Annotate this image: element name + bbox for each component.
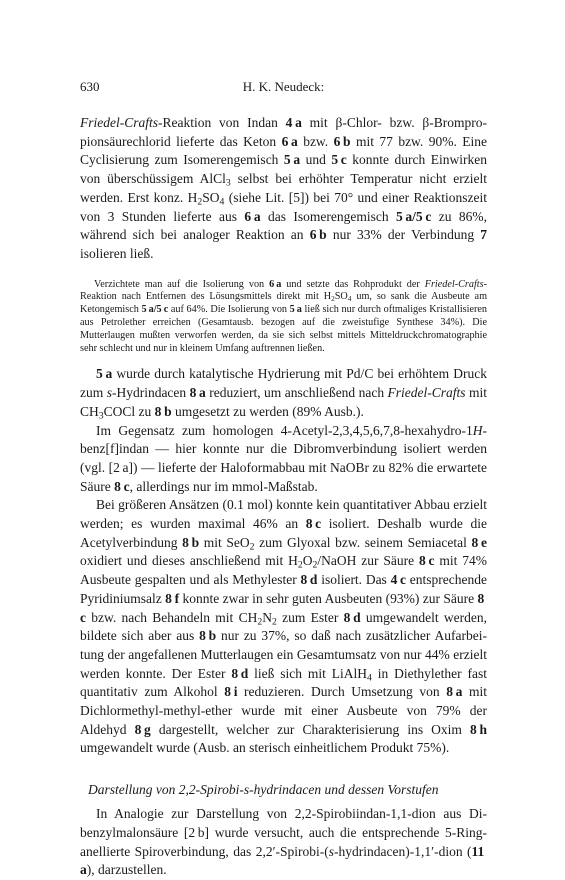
compound-label: 8 c [419,553,435,569]
text-run: mit β-Chlor- bzw. β-Brompropionsäurechlorid lieferte das Keton [80,115,487,149]
italic-text: Friedel-Crafts [387,385,466,401]
subscript: 2 [297,559,303,571]
text-run: umgewandelt wurde (Ausb. an sterisch einheitlichem Produkt 75%). [80,740,450,756]
text-run: auf 64%. Die Isolierung von [168,304,290,316]
text-run: umgesetzt zu werden (89% Ausb.). [171,403,364,419]
text-run: isolieren ließ. [80,245,154,261]
compound-label: 8 c [80,590,487,625]
document-page [80,79,487,880]
compound-label: 6 b [333,133,351,149]
subscript: 4 [367,672,372,684]
subscript: 2 [249,541,255,553]
compound-label: 5 a [96,366,113,382]
text-run: N [262,609,272,625]
text-run: konnte zwar in sehr guten Ausbeuten (93%) zur Säure [179,590,478,606]
italic-text: H [472,422,483,438]
text-run: entsprechende Pyridiniumsalz [80,572,487,606]
text-run: bzw. [297,133,334,149]
running-head: H. K. Neudeck: [242,79,325,94]
text-run: und setzte das Rohprodukt der [281,278,425,290]
subscript: 3 [98,410,104,422]
compound-label: 5 a/5 c [141,304,169,316]
compound-label: 8 b [199,628,217,644]
text-run: oxidiert und dieses anschließend mit H [80,553,298,569]
text-run: -Hydrindacen [111,385,190,401]
subscript: 2 [197,196,203,208]
text-run: mit 77 bzw. 90%. Eine Cyclisierung zum Isomerengemisch [80,133,487,168]
compound-label: 7 [480,227,488,243]
text-run: ließ sich nur durch oftmaliges Kristallisieren aus Petrolether erreichen (Gesamtausb. bezogen auf die zweistufige Synthese 34%). Die Mutterlaugen mußten verworfen werden, da sie sich selbst mittels Mitteldruckchromatographie sehr schlecht und nur in kleinem Umfang auftrennen ließen. [80,304,487,354]
text-run: isoliert. Das [317,572,391,588]
text-run: O [302,553,313,569]
paragraph-hydrogenation [80,365,487,421]
text-run: zu 86%, während sich bei analoger Reaktion an [80,208,488,243]
text-run: reduzieren. Durch Umsetzung von [237,684,447,700]
subscript: 2 [257,615,263,627]
text-run: (siehe Lit. [5]) bei 70° und einer Reaktionszeit von 3 Stunden lieferte aus [80,189,487,224]
compound-label: 8 d [300,572,318,588]
text-run: /NaOH zur Säure [317,553,420,569]
compound-label: 8 d [343,609,361,625]
text-run: zum Ester [276,609,344,625]
compound-label: 6 a [269,278,282,290]
text-run: dargestellt, welcher zur Charakterisierung ins Oxim [150,721,471,737]
text-run: das Isomerengemisch [260,208,396,224]
text-run: In Analogie zur Darstellung von 2,2-Spirobiindan-1,1-dion aus Dibenzylmalonsäure [2 b] wurde versucht, auch die entsprechende 5-Ring-anellierte Spiroverbindung, das 2,2′-Spirobi-( [80,806,487,859]
text-run: -benz[f]indan — hier konnte nur die Dibromverbindung isoliert werden (vgl. [2 a]) — lieferte der Haloformabbau mit NaOBr zu 82% die erwartete Säure [80,422,487,494]
compound-label: 4 c [390,572,407,588]
paragraph-haloform-degradation [80,422,487,497]
compound-label: 8 c [305,516,322,532]
subscript: 2 [331,294,335,304]
text-run: -hydrindacen)-1,1′-dion ( [334,843,472,859]
text-run: mit SeO [199,534,250,550]
text-run: , allerdings nur im mmol-Maßstab. [129,478,318,494]
text-run: wurde durch katalytische Hydrierung mit Pd/C bei erhöhtem Druck zum [80,366,487,401]
text-run: und [300,152,332,168]
subscript: 2 [271,615,277,627]
italic-text: s [328,843,335,859]
compound-label: 5 a/5 c [395,208,432,224]
text-run: zum Glyoxal bzw. seinem Semiacetal [254,534,472,550]
compound-label: 6 b [309,227,327,243]
text-run: selbst bei erhöhter Temperatur nicht erzielt werden. Erst konz. H [80,171,487,205]
section-heading [80,781,487,799]
italic-text: s [106,385,112,401]
text-run: umgewandelt werden, bildete sich aber aus [80,609,487,644]
text-run: nur 33% der Verbindung [326,227,481,243]
text-run: bzw. nach Behandeln mit CH [86,609,258,625]
text-run: ), darzustellen. [86,862,167,878]
text-run: Verzichtete man auf die Isolierung von [94,278,270,290]
text-run: in Diethylether fast quantitativ zum Alkohol [80,665,487,700]
text-run: -Reaktion von Indan [158,115,286,130]
text-run: um, so sank die Ausbeute am Ketongemisch [80,291,488,316]
compound-label: 6 a [281,133,298,149]
text-run: mit Dichlormethyl-methyl-ether wurde mit einer Ausbeute von 79% der Aldehyd [80,684,487,737]
compound-label: 8 g [134,721,151,737]
text-run: COCl zu [103,403,155,419]
paragraph-larger-batches [80,496,487,758]
text-run: Bei größeren Ansätzen (0.1 mol) konnte kein quantitativer Abbau erzielt werden; es wurden maximal 46% an [80,497,487,532]
italic-text: Friedel-Crafts [80,115,158,130]
page-number: 630 [80,79,100,94]
text-run: ließ sich mit LiAlH [248,665,368,681]
compound-label: 8 h [470,721,487,737]
compound-label: 8 b [154,403,172,419]
compound-label: 8 e [471,534,487,550]
page-header [80,79,487,97]
text-run: SO [202,189,220,205]
compound-label: 8 d [231,665,249,681]
compound-label: 5 a [283,152,301,168]
compound-label: 6 a [244,208,261,224]
subscript: 4 [347,294,352,304]
text-run: SO [334,291,348,303]
compound-label: 5 c [331,152,347,168]
text-run: -Reaktion nach Entfernen des Lösungsmittels direkt mit H [80,278,487,303]
paragraph-spiro-compound [80,805,487,880]
compound-label: 8 c [114,478,130,494]
text-run: mit CH [80,385,487,419]
italic-text: Friedel-Crafts [424,278,484,290]
paragraph-friedel-crafts-reaction [80,114,487,264]
compound-label: 11 a [80,843,488,878]
compound-label: 8 i [224,684,238,700]
text-run: reduziert, um anschließend nach [205,385,388,401]
subscript: 3 [225,177,231,189]
text-run: Im Gegensatz zum homologen 4-Acetyl-2,3,4,5,6,7,8-hexahydro-1 [96,422,473,438]
text-run: Darstellung von 2,2-Spirobi-s-hydrindacen und dessen Vorstufen [88,782,439,798]
compound-label: 8 a [446,684,463,700]
compound-label: 8 f [165,590,180,606]
compound-label: 4 a [285,115,302,130]
text-run: konnte durch Einwirken von überschüssigem AlCl [80,152,487,187]
text-run: isoliert. Deshalb wurde die Acetylverbindung [80,516,487,550]
compound-label: 8 b [182,534,200,550]
note-paragraph-isolation [80,279,487,356]
text-run: nur zu 37%, so daß nach zusätzlicher Aufarbeitung der angefallenen Mutterlaugen ein Gesamtumsatz von nur 44% erzielt werden konnte. Der Ester [80,628,487,681]
compound-label: 5 a [289,304,302,316]
subscript: 4 [219,196,225,208]
text-run: mit 74% Ausbeute gespalten und als Methylester [80,553,487,588]
subscript: 2 [312,559,318,571]
compound-label: 8 a [189,385,206,401]
